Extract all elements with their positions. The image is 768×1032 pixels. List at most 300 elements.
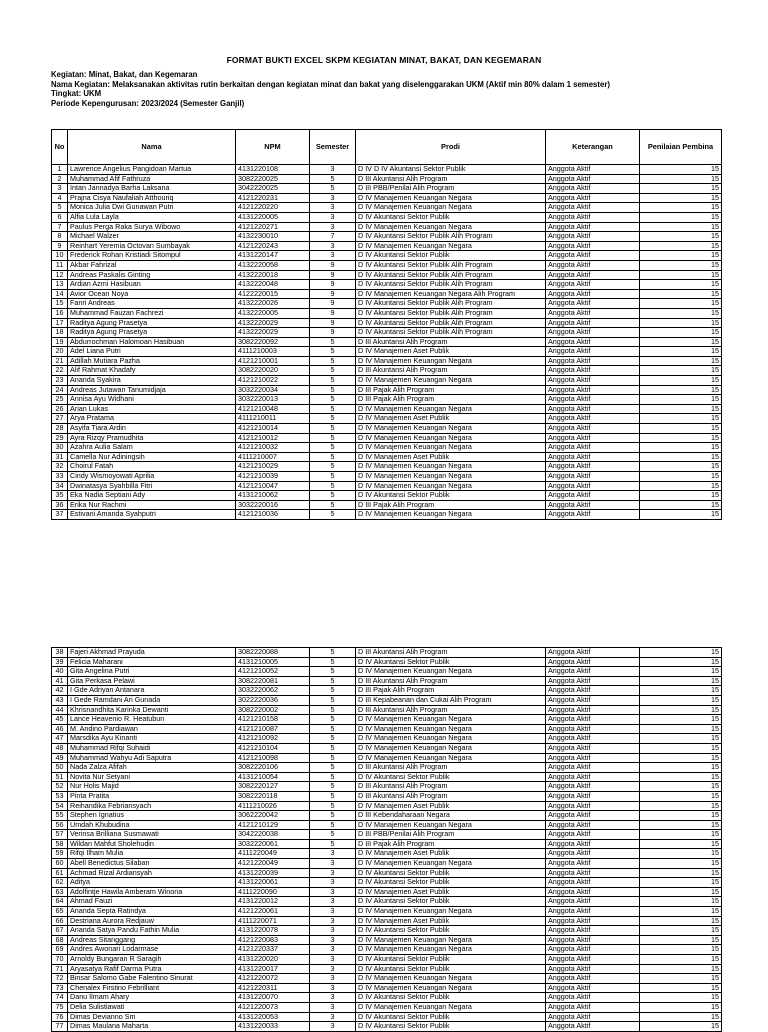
cell-prodi: D IV Manajemen Keuangan Negara bbox=[356, 974, 546, 984]
cell-prodi: D IV Manajemen Keuangan Negara bbox=[356, 433, 546, 443]
cell-no: 3 bbox=[52, 184, 68, 194]
cell-penilaian: 15 bbox=[640, 811, 722, 821]
cell-semester: 5 bbox=[310, 676, 356, 686]
cell-penilaian: 15 bbox=[640, 500, 722, 510]
cell-npm: 3032220016 bbox=[236, 500, 310, 510]
cell-no: 36 bbox=[52, 500, 68, 510]
cell-no: 48 bbox=[52, 743, 68, 753]
cell-semester: 3 bbox=[310, 916, 356, 926]
cell-penilaian: 15 bbox=[640, 280, 722, 290]
cell-penilaian: 15 bbox=[640, 955, 722, 965]
cell-nama: Fanri Andreas bbox=[68, 299, 236, 309]
cell-npm: 3032220013 bbox=[236, 395, 310, 405]
cell-semester: 3 bbox=[310, 193, 356, 203]
cell-nama: Arnoldy Bungaran R Saragih bbox=[68, 955, 236, 965]
cell-prodi: D IV Akuntansi Sektor Publik bbox=[356, 878, 546, 888]
cell-penilaian: 15 bbox=[640, 356, 722, 366]
cell-nama: Ahmad Fauzi bbox=[68, 897, 236, 907]
cell-keterangan: Anggota Aktif bbox=[546, 443, 640, 453]
cell-prodi: D IV Manajemen Keuangan Negara bbox=[356, 945, 546, 955]
cell-nama: Intan Jannadya Barha Laksana bbox=[68, 184, 236, 194]
cell-no: 46 bbox=[52, 724, 68, 734]
cell-prodi: D III Akuntansi Alih Program bbox=[356, 763, 546, 773]
cell-npm: 4121210022 bbox=[236, 376, 310, 386]
cell-no: 17 bbox=[52, 318, 68, 328]
table-row bbox=[52, 443, 722, 453]
cell-penilaian: 15 bbox=[640, 328, 722, 338]
cell-npm: 4121210036 bbox=[236, 510, 310, 520]
cell-npm: 4121210104 bbox=[236, 743, 310, 753]
cell-npm: 4121220220 bbox=[236, 203, 310, 213]
cell-nama: Annisa Ayu Widhani bbox=[68, 395, 236, 405]
cell-semester: 3 bbox=[310, 907, 356, 917]
cell-penilaian: 15 bbox=[640, 308, 722, 318]
table-row bbox=[52, 165, 722, 175]
cell-penilaian: 15 bbox=[640, 916, 722, 926]
cell-no: 21 bbox=[52, 356, 68, 366]
table-row bbox=[52, 820, 722, 830]
cell-npm: 4132220048 bbox=[236, 280, 310, 290]
cell-no: 60 bbox=[52, 859, 68, 869]
cell-nama: Rifqi Ilham Mulia bbox=[68, 849, 236, 859]
cell-keterangan: Anggota Aktif bbox=[546, 887, 640, 897]
cell-prodi: D III Akuntansi Alih Program bbox=[356, 705, 546, 715]
cell-keterangan: Anggota Aktif bbox=[546, 452, 640, 462]
cell-npm: 4131210062 bbox=[236, 491, 310, 501]
table-row bbox=[52, 974, 722, 984]
cell-npm: 4131220053 bbox=[236, 1012, 310, 1022]
cell-keterangan: Anggota Aktif bbox=[546, 376, 640, 386]
cell-no: 74 bbox=[52, 993, 68, 1003]
cell-no: 28 bbox=[52, 424, 68, 434]
cell-npm: 4121210158 bbox=[236, 715, 310, 725]
cell-penilaian: 15 bbox=[640, 289, 722, 299]
cell-semester: 5 bbox=[310, 184, 356, 194]
cell-penilaian: 15 bbox=[640, 366, 722, 376]
table-row bbox=[52, 811, 722, 821]
cell-prodi: D IV Akuntansi Sektor Publik bbox=[356, 251, 546, 261]
cell-nama: Delia Sulistiawati bbox=[68, 1002, 236, 1012]
cell-penilaian: 15 bbox=[640, 993, 722, 1003]
cell-keterangan: Anggota Aktif bbox=[546, 676, 640, 686]
cell-npm: 4131220005 bbox=[236, 212, 310, 222]
cell-prodi: D III Akuntansi Alih Program bbox=[356, 782, 546, 792]
cell-prodi: D IV Akuntansi Sektor Publik bbox=[356, 993, 546, 1003]
cell-keterangan: Anggota Aktif bbox=[546, 897, 640, 907]
cell-semester: 9 bbox=[310, 289, 356, 299]
cell-no: 73 bbox=[52, 983, 68, 993]
cell-no: 62 bbox=[52, 878, 68, 888]
cell-keterangan: Anggota Aktif bbox=[546, 337, 640, 347]
cell-npm: 4121210087 bbox=[236, 724, 310, 734]
table-row bbox=[52, 945, 722, 955]
cell-nama: Nada Zalza Afifah bbox=[68, 763, 236, 773]
cell-no: 47 bbox=[52, 734, 68, 744]
cell-prodi: D IV Akuntansi Sektor Publik Alih Program bbox=[356, 260, 546, 270]
cell-penilaian: 15 bbox=[640, 241, 722, 251]
cell-no: 39 bbox=[52, 657, 68, 667]
cell-prodi: D IV Akuntansi Sektor Publik bbox=[356, 1012, 546, 1022]
cell-semester: 5 bbox=[310, 839, 356, 849]
cell-semester: 5 bbox=[310, 648, 356, 658]
cell-penilaian: 15 bbox=[640, 1002, 722, 1012]
cell-prodi: D III Akuntansi Alih Program bbox=[356, 676, 546, 686]
cell-penilaian: 15 bbox=[640, 472, 722, 482]
cell-npm: 3082220081 bbox=[236, 676, 310, 686]
cell-keterangan: Anggota Aktif bbox=[546, 743, 640, 753]
cell-no: 41 bbox=[52, 676, 68, 686]
table-row bbox=[52, 491, 722, 501]
cell-no: 40 bbox=[52, 667, 68, 677]
cell-nama: I Gede Ramdani Ari Gunada bbox=[68, 695, 236, 705]
cell-penilaian: 15 bbox=[640, 260, 722, 270]
cell-keterangan: Anggota Aktif bbox=[546, 203, 640, 213]
cell-nama: Stephen Ignatius bbox=[68, 811, 236, 821]
cell-keterangan: Anggota Aktif bbox=[546, 839, 640, 849]
cell-nama: Muhammad Afif Fathruza bbox=[68, 174, 236, 184]
cell-keterangan: Anggota Aktif bbox=[546, 811, 640, 821]
cell-semester: 5 bbox=[310, 801, 356, 811]
header-nama: Nama bbox=[68, 130, 236, 165]
cell-keterangan: Anggota Aktif bbox=[546, 955, 640, 965]
cell-prodi: D III Akuntansi Alih Program bbox=[356, 174, 546, 184]
cell-keterangan: Anggota Aktif bbox=[546, 356, 640, 366]
cell-npm: 3082220088 bbox=[236, 648, 310, 658]
cell-prodi: D IV Manajemen Aset Publik bbox=[356, 801, 546, 811]
table-body bbox=[52, 648, 722, 1032]
cell-keterangan: Anggota Aktif bbox=[546, 964, 640, 974]
cell-npm: 3082220106 bbox=[236, 763, 310, 773]
cell-penilaian: 15 bbox=[640, 715, 722, 725]
cell-npm: 4131220108 bbox=[236, 165, 310, 175]
cell-semester: 5 bbox=[310, 695, 356, 705]
cell-no: 61 bbox=[52, 868, 68, 878]
cell-semester: 3 bbox=[310, 203, 356, 213]
cell-prodi: D IV Manajemen Aset Publik bbox=[356, 916, 546, 926]
cell-keterangan: Anggota Aktif bbox=[546, 926, 640, 936]
cell-penilaian: 15 bbox=[640, 443, 722, 453]
table-row bbox=[52, 500, 722, 510]
cell-no: 65 bbox=[52, 907, 68, 917]
member-table-part-1 bbox=[51, 129, 722, 520]
cell-penilaian: 15 bbox=[640, 676, 722, 686]
cell-npm: 4121220072 bbox=[236, 974, 310, 984]
cell-prodi: D IV Manajemen Keuangan Negara bbox=[356, 376, 546, 386]
cell-npm: 4111210011 bbox=[236, 414, 310, 424]
table-row bbox=[52, 993, 722, 1003]
cell-keterangan: Anggota Aktif bbox=[546, 907, 640, 917]
cell-keterangan: Anggota Aktif bbox=[546, 945, 640, 955]
cell-npm: 4121210129 bbox=[236, 820, 310, 830]
cell-prodi: D IV Akuntansi Sektor Publik bbox=[356, 491, 546, 501]
cell-semester: 3 bbox=[310, 926, 356, 936]
cell-no: 52 bbox=[52, 782, 68, 792]
cell-no: 55 bbox=[52, 811, 68, 821]
cell-npm: 4132220018 bbox=[236, 270, 310, 280]
cell-prodi: D IV Akuntansi Sektor Publik Alih Program bbox=[356, 232, 546, 242]
table-row bbox=[52, 1012, 722, 1022]
cell-prodi: D IV Akuntansi Sektor Publik bbox=[356, 657, 546, 667]
cell-penilaian: 15 bbox=[640, 251, 722, 261]
cell-prodi: D IV Akuntansi Sektor Publik Alih Program bbox=[356, 328, 546, 338]
cell-keterangan: Anggota Aktif bbox=[546, 184, 640, 194]
table-row bbox=[52, 318, 722, 328]
cell-npm: 4131220033 bbox=[236, 1022, 310, 1032]
cell-keterangan: Anggota Aktif bbox=[546, 695, 640, 705]
cell-semester: 5 bbox=[310, 424, 356, 434]
cell-keterangan: Anggota Aktif bbox=[546, 308, 640, 318]
cell-prodi: D IV Manajemen Keuangan Negara bbox=[356, 193, 546, 203]
cell-penilaian: 15 bbox=[640, 203, 722, 213]
cell-keterangan: Anggota Aktif bbox=[546, 270, 640, 280]
table-row bbox=[52, 763, 722, 773]
cell-semester: 5 bbox=[310, 772, 356, 782]
cell-penilaian: 15 bbox=[640, 648, 722, 658]
cell-penilaian: 15 bbox=[640, 897, 722, 907]
cell-npm: 4111210007 bbox=[236, 452, 310, 462]
cell-prodi: D IV Akuntansi Sektor Publik bbox=[356, 868, 546, 878]
cell-penilaian: 15 bbox=[640, 462, 722, 472]
activity-meta bbox=[51, 70, 610, 108]
table-row bbox=[52, 667, 722, 677]
cell-semester: 9 bbox=[310, 318, 356, 328]
cell-semester: 3 bbox=[310, 897, 356, 907]
cell-no: 68 bbox=[52, 935, 68, 945]
cell-npm: 4121210032 bbox=[236, 443, 310, 453]
cell-semester: 3 bbox=[310, 251, 356, 261]
cell-no: 67 bbox=[52, 926, 68, 936]
cell-keterangan: Anggota Aktif bbox=[546, 667, 640, 677]
cell-penilaian: 15 bbox=[640, 974, 722, 984]
cell-semester: 5 bbox=[310, 715, 356, 725]
cell-keterangan: Anggota Aktif bbox=[546, 753, 640, 763]
cell-keterangan: Anggota Aktif bbox=[546, 414, 640, 424]
table-row bbox=[52, 193, 722, 203]
meta-period: Periode Kepengurusan: 2023/2024 (Semester Ganjil) bbox=[51, 98, 245, 108]
cell-prodi: D IV Manajemen Keuangan Negara bbox=[356, 241, 546, 251]
cell-nama: Akbar Fahrizal bbox=[68, 260, 236, 270]
cell-nama: Asyifa Tiara Ardin bbox=[68, 424, 236, 434]
cell-nama: Nur Holis Majid bbox=[68, 782, 236, 792]
cell-semester: 5 bbox=[310, 462, 356, 472]
cell-semester: 3 bbox=[310, 868, 356, 878]
cell-prodi: D IV Manajemen Keuangan Negara bbox=[356, 424, 546, 434]
cell-penilaian: 15 bbox=[640, 657, 722, 667]
cell-npm: 3082220118 bbox=[236, 791, 310, 801]
cell-penilaian: 15 bbox=[640, 270, 722, 280]
cell-prodi: D III PBB/Penilai Alih Program bbox=[356, 830, 546, 840]
cell-semester: 5 bbox=[310, 510, 356, 520]
cell-prodi: D IV Akuntansi Sektor Publik bbox=[356, 926, 546, 936]
cell-penilaian: 15 bbox=[640, 907, 722, 917]
table-row bbox=[52, 916, 722, 926]
cell-nama: Adillah Mutiara Pazha bbox=[68, 356, 236, 366]
cell-penilaian: 15 bbox=[640, 964, 722, 974]
cell-penilaian: 15 bbox=[640, 385, 722, 395]
cell-prodi: D IV Akuntansi Sektor Publik Alih Program bbox=[356, 308, 546, 318]
cell-no: 13 bbox=[52, 280, 68, 290]
cell-npm: 3042220038 bbox=[236, 830, 310, 840]
cell-keterangan: Anggota Aktif bbox=[546, 916, 640, 926]
cell-nama: Adolfintje Hawila Amberam Winona bbox=[68, 887, 236, 897]
cell-no: 37 bbox=[52, 510, 68, 520]
cell-npm: 3032220061 bbox=[236, 839, 310, 849]
cell-keterangan: Anggota Aktif bbox=[546, 878, 640, 888]
cell-keterangan: Anggota Aktif bbox=[546, 174, 640, 184]
cell-prodi: D IV Akuntansi Sektor Publik Alih Program bbox=[356, 270, 546, 280]
cell-npm: 4131220012 bbox=[236, 897, 310, 907]
cell-npm: 4121210012 bbox=[236, 433, 310, 443]
cell-npm: 4122220015 bbox=[236, 289, 310, 299]
table-row bbox=[52, 328, 722, 338]
cell-penilaian: 15 bbox=[640, 1022, 722, 1032]
cell-penilaian: 15 bbox=[640, 983, 722, 993]
cell-no: 72 bbox=[52, 974, 68, 984]
cell-nama: Monica Julia Dwi Gunawan Putri bbox=[68, 203, 236, 213]
cell-prodi: D IV Manajemen Keuangan Negara bbox=[356, 983, 546, 993]
cell-nama: Erika Nur Rachmi bbox=[68, 500, 236, 510]
table-row bbox=[52, 241, 722, 251]
cell-nama: Marsdika Ayu Kinanti bbox=[68, 734, 236, 744]
cell-semester: 5 bbox=[310, 667, 356, 677]
cell-npm: 4131220017 bbox=[236, 964, 310, 974]
cell-npm: 4131210005 bbox=[236, 657, 310, 667]
cell-penilaian: 15 bbox=[640, 772, 722, 782]
cell-npm: 4121220231 bbox=[236, 193, 310, 203]
cell-npm: 4121210001 bbox=[236, 356, 310, 366]
cell-nama: I Gde Adriyan Antanara bbox=[68, 686, 236, 696]
cell-prodi: D IV Akuntansi Sektor Publik bbox=[356, 964, 546, 974]
table-row bbox=[52, 337, 722, 347]
table-row bbox=[52, 734, 722, 744]
cell-prodi: D IV Manajemen Keuangan Negara bbox=[356, 481, 546, 491]
cell-keterangan: Anggota Aktif bbox=[546, 705, 640, 715]
cell-npm: 4121210052 bbox=[236, 667, 310, 677]
cell-nama: Gita Perkasa Pelawi bbox=[68, 676, 236, 686]
cell-keterangan: Anggota Aktif bbox=[546, 424, 640, 434]
table-row bbox=[52, 705, 722, 715]
cell-no: 6 bbox=[52, 212, 68, 222]
cell-penilaian: 15 bbox=[640, 849, 722, 859]
cell-npm: 3062220042 bbox=[236, 811, 310, 821]
cell-prodi: D III Akuntansi Alih Program bbox=[356, 648, 546, 658]
cell-penilaian: 15 bbox=[640, 404, 722, 414]
table-row bbox=[52, 1002, 722, 1012]
cell-nama: Adel Liana Putri bbox=[68, 347, 236, 357]
cell-penilaian: 15 bbox=[640, 318, 722, 328]
table-row bbox=[52, 251, 722, 261]
header-keterangan: Keterangan bbox=[546, 130, 640, 165]
cell-nama: Arian Lukas bbox=[68, 404, 236, 414]
cell-npm: 4121210098 bbox=[236, 753, 310, 763]
table-row bbox=[52, 772, 722, 782]
cell-penilaian: 15 bbox=[640, 667, 722, 677]
cell-prodi: D IV Manajemen Keuangan Negara bbox=[356, 907, 546, 917]
cell-semester: 5 bbox=[310, 686, 356, 696]
cell-nama: Ardian Azmi Hasibuan bbox=[68, 280, 236, 290]
cell-penilaian: 15 bbox=[640, 376, 722, 386]
cell-penilaian: 15 bbox=[640, 830, 722, 840]
cell-semester: 5 bbox=[310, 395, 356, 405]
cell-no: 26 bbox=[52, 404, 68, 414]
cell-penilaian: 15 bbox=[640, 491, 722, 501]
cell-penilaian: 15 bbox=[640, 734, 722, 744]
cell-keterangan: Anggota Aktif bbox=[546, 347, 640, 357]
cell-keterangan: Anggota Aktif bbox=[546, 830, 640, 840]
cell-semester: 5 bbox=[310, 491, 356, 501]
cell-prodi: D IV Manajemen Keuangan Negara bbox=[356, 404, 546, 414]
cell-keterangan: Anggota Aktif bbox=[546, 433, 640, 443]
cell-semester: 5 bbox=[310, 337, 356, 347]
cell-prodi: D IV Akuntansi Sektor Publik bbox=[356, 212, 546, 222]
table-row bbox=[52, 395, 722, 405]
cell-no: 20 bbox=[52, 347, 68, 357]
cell-prodi: D III Kepabeanan dan Cukai Alih Program bbox=[356, 695, 546, 705]
header-npm: NPM bbox=[236, 130, 310, 165]
cell-semester: 5 bbox=[310, 472, 356, 482]
cell-penilaian: 15 bbox=[640, 184, 722, 194]
cell-prodi: D III Pajak Alih Program bbox=[356, 500, 546, 510]
cell-keterangan: Anggota Aktif bbox=[546, 366, 640, 376]
cell-prodi: D IV Manajemen Aset Publik bbox=[356, 452, 546, 462]
cell-npm: 4131220061 bbox=[236, 878, 310, 888]
cell-no: 56 bbox=[52, 820, 68, 830]
cell-nama: Binsar Salomo Gabe Falentino Sinurat bbox=[68, 974, 236, 984]
cell-no: 12 bbox=[52, 270, 68, 280]
table-row bbox=[52, 356, 722, 366]
cell-keterangan: Anggota Aktif bbox=[546, 500, 640, 510]
header-no: No bbox=[52, 130, 68, 165]
cell-penilaian: 15 bbox=[640, 510, 722, 520]
cell-keterangan: Anggota Aktif bbox=[546, 657, 640, 667]
cell-no: 16 bbox=[52, 308, 68, 318]
table-row bbox=[52, 174, 722, 184]
cell-keterangan: Anggota Aktif bbox=[546, 648, 640, 658]
cell-prodi: D IV Manajemen Keuangan Negara bbox=[356, 356, 546, 366]
cell-npm: 4131220039 bbox=[236, 868, 310, 878]
header-semester: Semester bbox=[310, 130, 356, 165]
cell-no: 45 bbox=[52, 715, 68, 725]
cell-prodi: D IV Manajemen Aset Publik bbox=[356, 414, 546, 424]
cell-penilaian: 15 bbox=[640, 424, 722, 434]
cell-nama: Cindy Wismoyowati Aprilia bbox=[68, 472, 236, 482]
cell-keterangan: Anggota Aktif bbox=[546, 193, 640, 203]
cell-prodi: D IV Akuntansi Sektor Publik bbox=[356, 772, 546, 782]
cell-keterangan: Anggota Aktif bbox=[546, 232, 640, 242]
cell-prodi: D IV Manajemen Keuangan Negara bbox=[356, 743, 546, 753]
cell-npm: 4121210047 bbox=[236, 481, 310, 491]
cell-keterangan: Anggota Aktif bbox=[546, 993, 640, 1003]
cell-semester: 5 bbox=[310, 743, 356, 753]
cell-keterangan: Anggota Aktif bbox=[546, 404, 640, 414]
cell-prodi: D IV Akuntansi Sektor Publik bbox=[356, 1022, 546, 1032]
cell-npm: 4132220005 bbox=[236, 308, 310, 318]
cell-npm: 4132220029 bbox=[236, 328, 310, 338]
cell-no: 42 bbox=[52, 686, 68, 696]
cell-semester: 3 bbox=[310, 945, 356, 955]
cell-no: 77 bbox=[52, 1022, 68, 1032]
cell-keterangan: Anggota Aktif bbox=[546, 724, 640, 734]
cell-no: 51 bbox=[52, 772, 68, 782]
table-row bbox=[52, 472, 722, 482]
cell-semester: 5 bbox=[310, 347, 356, 357]
cell-semester: 9 bbox=[310, 308, 356, 318]
cell-keterangan: Anggota Aktif bbox=[546, 328, 640, 338]
cell-penilaian: 15 bbox=[640, 174, 722, 184]
cell-keterangan: Anggota Aktif bbox=[546, 772, 640, 782]
cell-prodi: D IV Akuntansi Sektor Publik Alih Program bbox=[356, 280, 546, 290]
table-row bbox=[52, 184, 722, 194]
